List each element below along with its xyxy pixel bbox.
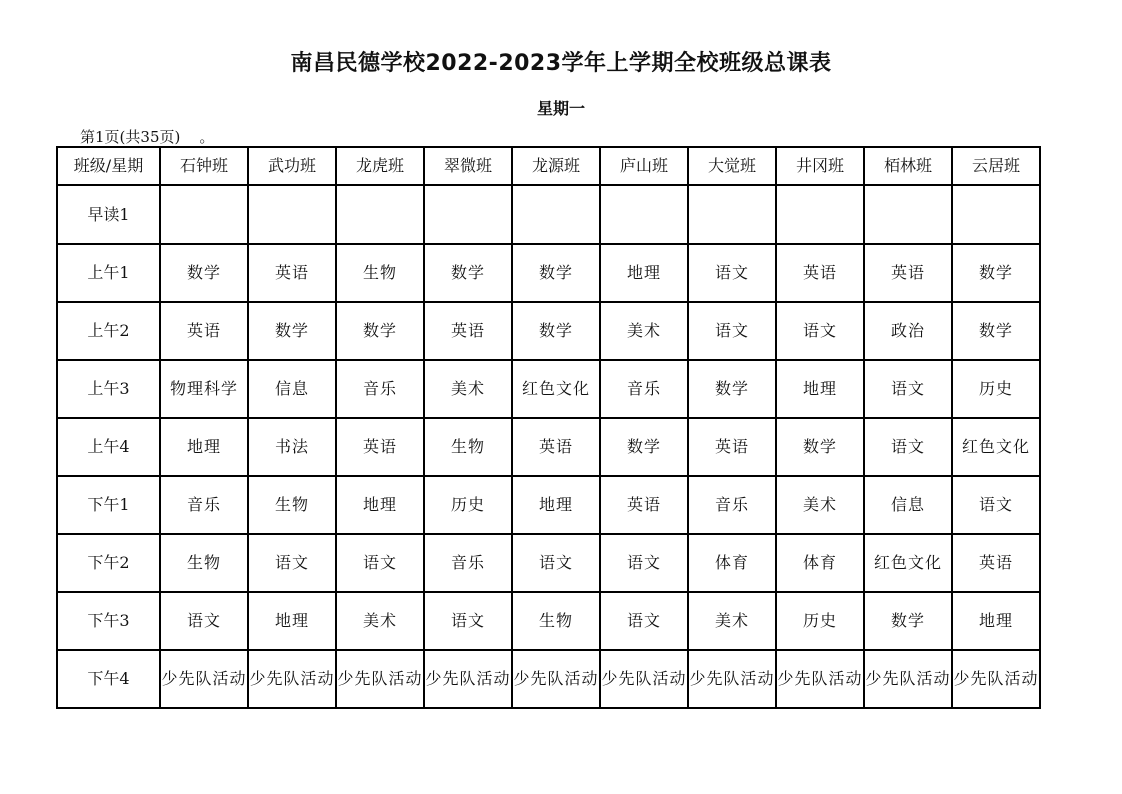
subject-cell: 历史 [952, 360, 1040, 418]
period-row [57, 534, 1040, 592]
day-subtitle: 星期一 [536, 99, 585, 118]
subject-cell: 语文 [600, 534, 688, 592]
subject-cell: 信息 [864, 476, 952, 534]
subject-cell: 语文 [248, 534, 336, 592]
subject-cell: 少先队活动 [600, 650, 688, 708]
subject-cell: 英语 [512, 418, 600, 476]
period-label: 上午2 [57, 302, 160, 360]
subject-cell [424, 185, 512, 244]
class-header: 龙虎班 [336, 147, 424, 185]
period-label: 上午1 [57, 244, 160, 302]
subject-cell: 数学 [952, 302, 1040, 360]
subject-cell [864, 185, 952, 244]
subject-cell: 生物 [160, 534, 248, 592]
subject-cell: 地理 [160, 418, 248, 476]
subject-cell: 语文 [160, 592, 248, 650]
subject-cell: 美术 [336, 592, 424, 650]
class-header: 井冈班 [776, 147, 864, 185]
period-row [57, 418, 1040, 476]
subject-cell: 少先队活动 [776, 650, 864, 708]
subject-cell: 语文 [864, 418, 952, 476]
subject-cell: 地理 [512, 476, 600, 534]
subject-cell: 语文 [600, 592, 688, 650]
header-row [57, 147, 1040, 185]
subject-cell: 英语 [776, 244, 864, 302]
subject-cell: 红色文化 [864, 534, 952, 592]
subject-cell: 数学 [600, 418, 688, 476]
subject-cell: 语文 [776, 302, 864, 360]
period-label: 下午4 [57, 650, 160, 708]
subject-cell: 英语 [336, 418, 424, 476]
subject-cell: 少先队活动 [424, 650, 512, 708]
class-header: 大觉班 [688, 147, 776, 185]
subject-cell: 体育 [688, 534, 776, 592]
subject-cell: 英语 [248, 244, 336, 302]
subject-cell: 语文 [688, 302, 776, 360]
subject-cell: 英语 [688, 418, 776, 476]
subject-cell: 少先队活动 [160, 650, 248, 708]
subject-cell: 美术 [776, 476, 864, 534]
subject-cell: 少先队活动 [248, 650, 336, 708]
subject-cell: 美术 [424, 360, 512, 418]
period-row [57, 244, 1040, 302]
period-row [57, 360, 1040, 418]
subject-cell: 美术 [688, 592, 776, 650]
subject-cell: 数学 [336, 302, 424, 360]
subject-cell: 信息 [248, 360, 336, 418]
subject-cell [688, 185, 776, 244]
subject-cell: 政治 [864, 302, 952, 360]
period-label: 下午2 [57, 534, 160, 592]
subject-cell: 历史 [424, 476, 512, 534]
subject-cell: 音乐 [688, 476, 776, 534]
subject-cell: 数学 [160, 244, 248, 302]
subject-cell: 体育 [776, 534, 864, 592]
period-label: 早读1 [57, 185, 160, 244]
class-header: 云居班 [952, 147, 1040, 185]
subject-cell: 英语 [952, 534, 1040, 592]
subject-cell: 数学 [952, 244, 1040, 302]
period-row [57, 185, 1040, 244]
period-row [57, 592, 1040, 650]
subject-cell: 书法 [248, 418, 336, 476]
schedule-table [56, 146, 1041, 709]
subject-cell: 数学 [776, 418, 864, 476]
subject-cell: 数学 [424, 244, 512, 302]
class-header: 栢林班 [864, 147, 952, 185]
subject-cell: 语文 [512, 534, 600, 592]
subject-cell: 红色文化 [512, 360, 600, 418]
period-label: 上午3 [57, 360, 160, 418]
subject-cell: 英语 [864, 244, 952, 302]
subject-cell: 生物 [248, 476, 336, 534]
subject-cell: 生物 [424, 418, 512, 476]
subject-cell: 红色文化 [952, 418, 1040, 476]
subject-cell: 数学 [864, 592, 952, 650]
subject-cell: 数学 [688, 360, 776, 418]
period-row [57, 302, 1040, 360]
period-label: 上午4 [57, 418, 160, 476]
subject-cell: 音乐 [336, 360, 424, 418]
subject-cell [952, 185, 1040, 244]
subject-cell: 地理 [248, 592, 336, 650]
subject-cell: 少先队活动 [336, 650, 424, 708]
subject-cell [600, 185, 688, 244]
class-header: 龙源班 [512, 147, 600, 185]
class-header: 庐山班 [600, 147, 688, 185]
subject-cell: 地理 [600, 244, 688, 302]
period-label: 下午1 [57, 476, 160, 534]
subject-cell: 数学 [512, 302, 600, 360]
header-corner-cell: 班级/星期 [57, 147, 160, 185]
subject-cell [336, 185, 424, 244]
subject-cell [776, 185, 864, 244]
class-header: 石钟班 [160, 147, 248, 185]
subject-cell: 历史 [776, 592, 864, 650]
subject-cell: 音乐 [424, 534, 512, 592]
subject-cell: 数学 [248, 302, 336, 360]
subject-cell: 少先队活动 [688, 650, 776, 708]
subject-cell: 英语 [160, 302, 248, 360]
subject-cell: 美术 [600, 302, 688, 360]
class-header: 武功班 [248, 147, 336, 185]
subject-cell: 音乐 [600, 360, 688, 418]
subject-cell [160, 185, 248, 244]
period-row [57, 650, 1040, 708]
subject-cell: 数学 [512, 244, 600, 302]
subject-cell: 生物 [336, 244, 424, 302]
subject-cell [248, 185, 336, 244]
subject-cell: 少先队活动 [952, 650, 1040, 708]
page-title: 南昌民德学校2022-2023学年上学期全校班级总课表 [290, 51, 832, 76]
subject-cell: 少先队活动 [512, 650, 600, 708]
subject-cell: 生物 [512, 592, 600, 650]
subject-cell: 语文 [424, 592, 512, 650]
class-header: 翠微班 [424, 147, 512, 185]
subject-cell: 地理 [336, 476, 424, 534]
subject-cell [512, 185, 600, 244]
subject-cell: 音乐 [160, 476, 248, 534]
subject-cell: 地理 [776, 360, 864, 418]
page-info: 第1页(共35页) 。 [80, 128, 215, 146]
subject-cell: 语文 [864, 360, 952, 418]
subject-cell: 少先队活动 [864, 650, 952, 708]
period-label: 下午3 [57, 592, 160, 650]
subject-cell: 物理科学 [160, 360, 248, 418]
subject-cell: 语文 [336, 534, 424, 592]
subject-cell: 英语 [424, 302, 512, 360]
subject-cell: 地理 [952, 592, 1040, 650]
period-row [57, 476, 1040, 534]
subject-cell: 语文 [688, 244, 776, 302]
subject-cell: 英语 [600, 476, 688, 534]
subject-cell: 语文 [952, 476, 1040, 534]
